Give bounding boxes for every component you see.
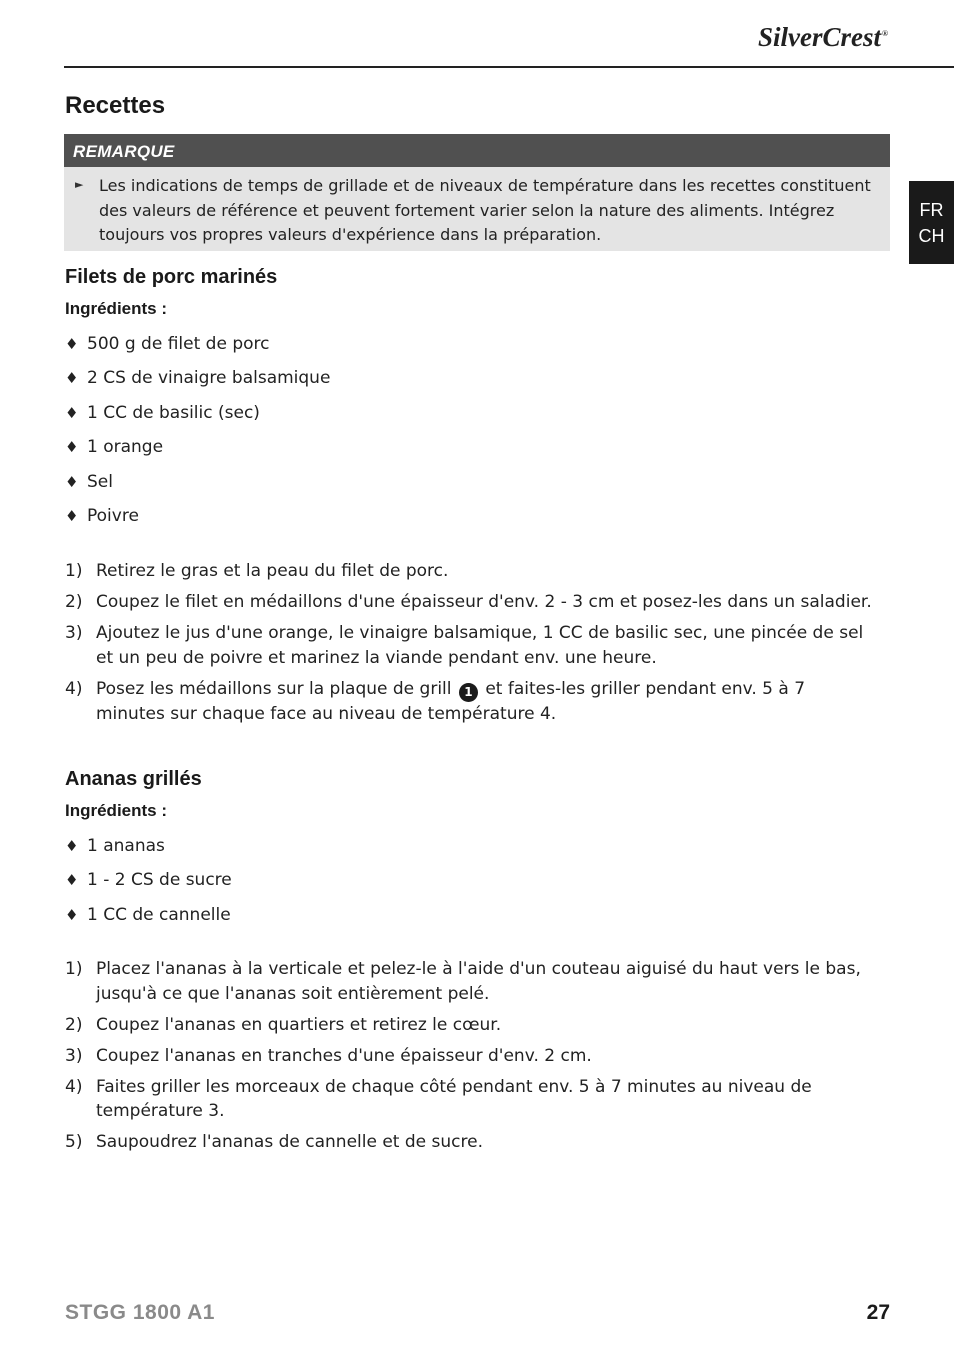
step-item: 4) Posez les médaillons sur la plaque de grill 1 et faites-les griller pendant env. 5 à 7 minutes sur chaque face au niveau de température 4. [65,678,806,724]
step-item: 5) Saupoudrez l'ananas de cannelle et de sucre. [65,1132,483,1153]
diamond-bullet-icon: ♦ [65,905,79,924]
list-item: ♦ 1 CC de cannelle [65,905,232,939]
step-item: 2) Coupez le filet en médaillons d'une épaisseur d'env. 2 - 3 cm et posez-les dans un saladier. [65,591,872,612]
list-item: ♦ 500 g de filet de porc [65,334,330,368]
recipe-title: Ananas grillés [65,768,202,790]
page-number: 27 [866,1301,890,1324]
page-title: Recettes [65,92,166,119]
list-item: ♦ 2 CS de vinaigre balsamique [65,368,330,402]
ingredients-label: Ingrédients : [65,801,168,820]
list-item: ♦ 1 - 2 CS de sucre [65,870,232,904]
language-code-ch: CH [918,225,945,246]
step-item: 1) Retirez le gras et la peau du filet de porc. [65,561,449,581]
language-tab [909,181,954,264]
diamond-bullet-icon: ♦ [65,403,79,422]
diamond-bullet-icon: ♦ [65,438,79,457]
grill-plate-callout-icon: 1 [459,683,478,702]
footer-model: STGG 1800 A1 [65,1301,215,1324]
step-list [65,559,875,733]
step-item: 2) Coupez l'ananas en quartiers et retirez le cœur. [65,1014,502,1035]
ingredients-label: Ingrédients : [65,299,168,318]
diamond-bullet-icon: ♦ [65,369,79,388]
diamond-bullet-icon: ♦ [65,506,79,525]
ingredient-list [65,334,330,540]
language-code-fr: FR [919,199,944,220]
step-item: 4) Faites griller les morceaux de chaque côté pendant env. 5 à 7 minutes au niveau de température 3. [65,1076,812,1122]
list-item: ♦ 1 ananas [65,836,232,870]
step-item: 1) Placez l'ananas à la verticale et pelez-le à l'aide d'un couteau aiguisé du haut vers le bas, jusqu'à ce que l'ananas soit entièrement pelé. [65,959,861,1004]
ingredient-list [65,836,232,939]
list-item: ♦ Sel [65,472,330,506]
arrow-right-icon: ► [75,178,84,191]
step-item: 3) Coupez l'ananas en tranches d'une épaisseur d'env. 2 cm. [65,1045,592,1066]
step-item: 3) Ajoutez le jus d'une orange, le vinaigre balsamique, 1 CC de basilic sec, une pincée de sel et un peu de poivre et marinez la viande pendant env. une heure. [65,622,864,668]
diamond-bullet-icon: ♦ [65,335,79,353]
diamond-bullet-icon: ♦ [65,837,79,855]
brand-logo: SilverCrest® [758,22,888,52]
note-heading: REMARQUE [64,134,890,167]
diamond-bullet-icon: ♦ [65,472,79,491]
diamond-bullet-icon: ♦ [65,871,79,890]
list-item: ♦ 1 orange [65,437,330,471]
note-text: Les indications de temps de grillade et de niveaux de température dans les recettes constituent des valeurs de référence et peuvent fortement varier selon la nature des aliments. Intégrez toujours vos propres valeurs d'expérience dans la préparation. [99,176,871,244]
header-rule [64,66,954,68]
note-box [64,134,890,251]
recipe-title: Filets de porc marinés [65,266,278,288]
step-list [65,957,875,1161]
list-item: ♦ 1 CC de basilic (sec) [65,403,330,437]
list-item: ♦ Poivre [65,506,330,540]
